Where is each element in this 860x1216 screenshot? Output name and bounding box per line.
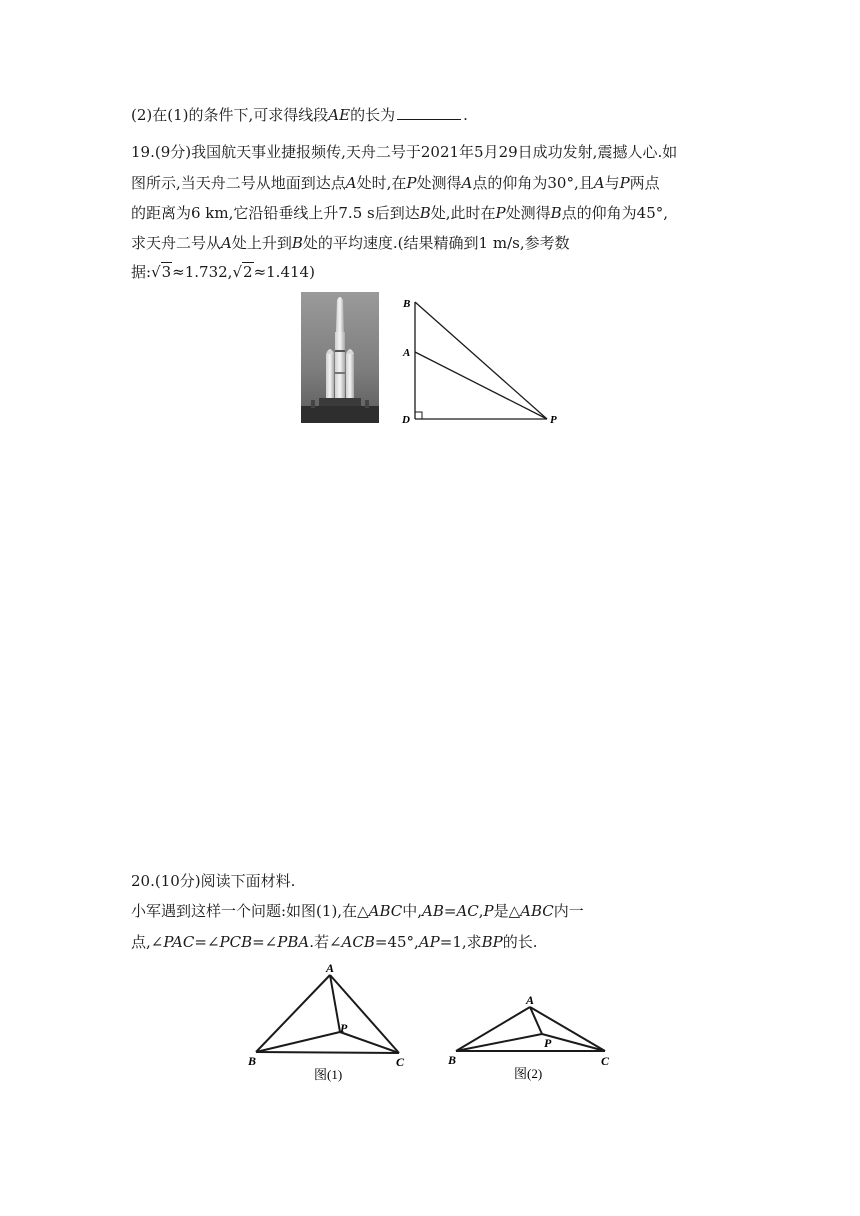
q20-text: =1,求 (439, 933, 482, 951)
q19-text: 处,此时在 (430, 204, 496, 222)
q20-text: 中, (402, 902, 423, 920)
q19-var: A (221, 234, 232, 252)
q20-var: P (483, 902, 494, 920)
fig2-label-b: B (448, 1053, 457, 1067)
q19-text: 与 (604, 174, 620, 192)
fig2-label-c: C (601, 1054, 610, 1068)
q18-text: . (463, 106, 468, 124)
rocket-photo (301, 292, 379, 423)
q20-line-3 (131, 932, 538, 952)
q20-text: 点,∠ (131, 933, 164, 951)
q19-text: 点的仰角为30°,且 (472, 174, 594, 192)
label-a: A (403, 347, 411, 359)
q20-line-2 (131, 901, 584, 921)
q19-var: B (550, 204, 562, 222)
sqrt-3: √3 (151, 263, 172, 281)
q19-text: 求天舟二号从 (131, 234, 222, 252)
q19-text: 处时,在 (356, 174, 407, 192)
q20-text: 20.(10分)阅读下面材料. (131, 872, 296, 890)
answer-blank[interactable] (397, 105, 461, 120)
label-b: B (403, 298, 411, 310)
q20-var: AP (418, 933, 440, 951)
fig1-label-c: C (396, 1055, 405, 1069)
q19-text: 据: (131, 263, 152, 281)
q20-var: ACB (341, 933, 375, 951)
q19-text: 处测得 (416, 174, 462, 192)
q20-text: =∠ (252, 933, 278, 951)
q19-var: P (619, 174, 630, 192)
q20-text: , (478, 902, 484, 920)
q19-triangle-figure (400, 292, 570, 427)
q19-line-5 (131, 262, 315, 282)
q20-text: =45°, (374, 933, 419, 951)
q18-part2-line (131, 105, 468, 125)
fig1-caption: 图(1) (314, 1067, 343, 1082)
q20-line-1 (131, 871, 295, 891)
fig2-label-a: A (526, 993, 535, 1007)
fig1-label-b: B (248, 1054, 257, 1068)
q19-text: 的距离为6 km,它沿铅垂线上升7.5 s后到达 (131, 204, 420, 222)
q20-var: PAC (163, 933, 195, 951)
q20-var: PBA (277, 933, 310, 951)
q19-var: A (345, 174, 357, 192)
q18-var-ae: AE (328, 106, 351, 124)
q19-var: P (406, 174, 417, 192)
q20-text: .若∠ (309, 933, 342, 951)
q19-line-4 (131, 233, 570, 253)
fig2-label-p: P (544, 1036, 552, 1050)
q19-text: ≈1.414) (253, 263, 315, 281)
q20-text: 小军遇到这样一个问题:如图(1),在△ (131, 902, 369, 920)
q20-var: AB=AC (422, 902, 479, 920)
q20-var: PCB (219, 933, 253, 951)
q20-figure-1 (240, 960, 415, 1085)
fig1-label-a: A (326, 961, 335, 975)
q20-var: BP (481, 933, 503, 951)
label-p: P (550, 414, 557, 426)
label-d: D (402, 414, 410, 426)
q19-text: 图所示,当天舟二号从地面到达点 (131, 174, 346, 192)
fig2-caption: 图(2) (514, 1066, 543, 1081)
q19-var: A (461, 174, 473, 192)
q20-text: 内一 (553, 902, 584, 920)
q20-var: ABC (368, 902, 403, 920)
q18-text: 的长为 (350, 106, 396, 124)
q19-line-1 (131, 142, 677, 162)
q19-text: 处上升到 (231, 234, 292, 252)
q19-line-2 (131, 173, 660, 193)
q18-text: (2)在(1)的条件下,可求得线段 (131, 106, 329, 124)
q19-text: 两点 (629, 174, 660, 192)
q19-line-3 (131, 203, 668, 223)
q19-var: B (291, 234, 303, 252)
q20-text: =∠ (194, 933, 220, 951)
q19-var: P (495, 204, 506, 222)
q20-text: 是△ (493, 902, 521, 920)
q20-var: ABC (520, 902, 554, 920)
q19-text: 处测得 (505, 204, 551, 222)
q20-text: 的长. (502, 933, 538, 951)
q19-text: 点的仰角为45°, (561, 204, 669, 222)
q19-text: 处的平均速度.(结果精确到1 m/s,参考数 (302, 234, 570, 252)
fig1-label-p: P (340, 1021, 348, 1035)
q20-figure-2 (440, 990, 620, 1085)
sqrt-2: √2 (232, 263, 253, 281)
q19-var: A (593, 174, 605, 192)
q19-text: 19.(9分)我国航天事业捷报频传,天舟二号于2021年5月29日成功发射,震撼人心.如 (131, 143, 678, 161)
q19-var: B (419, 204, 431, 222)
q19-text: ≈1.732, (172, 263, 233, 281)
